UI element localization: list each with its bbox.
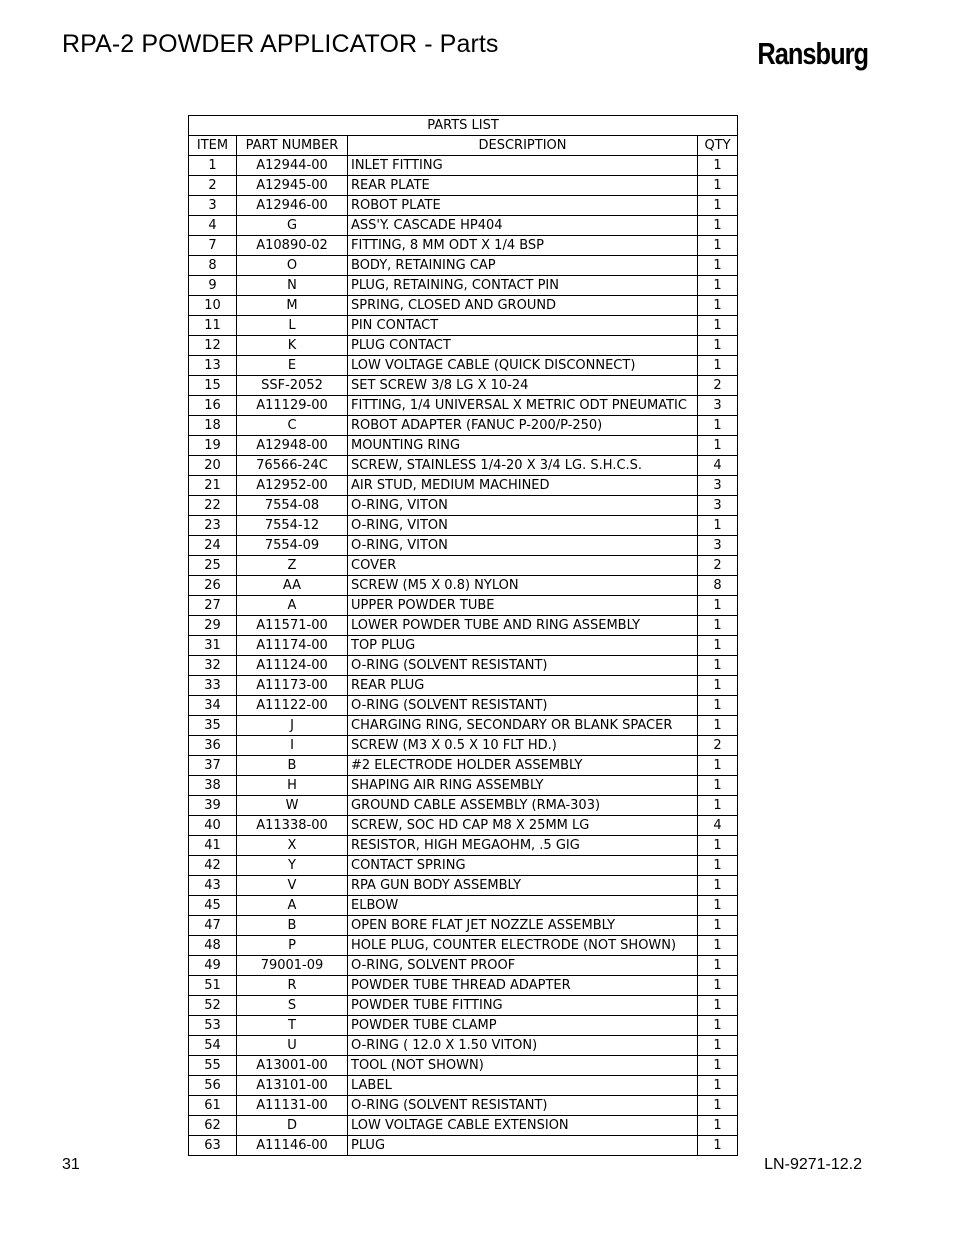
qty-cell: 1 (698, 916, 738, 936)
qty-cell: 1 (698, 976, 738, 996)
qty-cell: 1 (698, 596, 738, 616)
qty-cell: 3 (698, 536, 738, 556)
brand-logo: Ransburg (757, 36, 868, 71)
table-row (189, 256, 738, 276)
table-row (189, 856, 738, 876)
item-cell: 8 (189, 256, 237, 276)
item-cell: 12 (189, 336, 237, 356)
description-cell: FITTING, 8 MM ODT X 1/4 BSP (348, 236, 698, 256)
table-row (189, 496, 738, 516)
part-number-cell: A11146-00 (237, 1136, 348, 1156)
item-cell: 18 (189, 416, 237, 436)
part-number-cell: A12944-00 (237, 156, 348, 176)
description-cell: TOOL (NOT SHOWN) (348, 1056, 698, 1076)
qty-cell: 1 (698, 176, 738, 196)
table-row (189, 936, 738, 956)
table-row (189, 316, 738, 336)
table-row (189, 576, 738, 596)
description-cell: COVER (348, 556, 698, 576)
item-cell: 1 (189, 156, 237, 176)
table-caption: PARTS LIST (189, 116, 738, 136)
table-row (189, 156, 738, 176)
qty-cell: 1 (698, 616, 738, 636)
qty-cell: 1 (698, 716, 738, 736)
table-row (189, 1016, 738, 1036)
qty-cell: 2 (698, 736, 738, 756)
part-number-cell: 7554-09 (237, 536, 348, 556)
item-cell: 41 (189, 836, 237, 856)
item-cell: 35 (189, 716, 237, 736)
column-header-item: ITEM (189, 136, 237, 156)
description-cell: SCREW (M3 X 0.5 X 10 FLT HD.) (348, 736, 698, 756)
qty-cell: 1 (698, 296, 738, 316)
description-cell: INLET FITTING (348, 156, 698, 176)
table-row (189, 1096, 738, 1116)
item-cell: 52 (189, 996, 237, 1016)
table-row (189, 336, 738, 356)
description-cell: POWDER TUBE CLAMP (348, 1016, 698, 1036)
description-cell: PLUG, RETAINING, CONTACT PIN (348, 276, 698, 296)
description-cell: #2 ELECTRODE HOLDER ASSEMBLY (348, 756, 698, 776)
table-row (189, 276, 738, 296)
item-cell: 63 (189, 1136, 237, 1156)
part-number-cell: V (237, 876, 348, 896)
part-number-cell: A11129-00 (237, 396, 348, 416)
item-cell: 37 (189, 756, 237, 776)
table-row (189, 836, 738, 856)
item-cell: 4 (189, 216, 237, 236)
item-cell: 51 (189, 976, 237, 996)
qty-cell: 1 (698, 156, 738, 176)
table-row (189, 456, 738, 476)
description-cell: PLUG CONTACT (348, 336, 698, 356)
description-cell: O-RING, SOLVENT PROOF (348, 956, 698, 976)
part-number-cell: A13101-00 (237, 1076, 348, 1096)
qty-cell: 2 (698, 556, 738, 576)
table-row (189, 1056, 738, 1076)
table-row (189, 416, 738, 436)
qty-cell: 1 (698, 316, 738, 336)
description-cell: REAR PLATE (348, 176, 698, 196)
item-cell: 34 (189, 696, 237, 716)
part-number-cell: W (237, 796, 348, 816)
item-cell: 48 (189, 936, 237, 956)
qty-cell: 1 (698, 696, 738, 716)
table-row (189, 816, 738, 836)
qty-cell: 1 (698, 796, 738, 816)
item-cell: 22 (189, 496, 237, 516)
description-cell: POWDER TUBE THREAD ADAPTER (348, 976, 698, 996)
table-row (189, 716, 738, 736)
part-number-cell: U (237, 1036, 348, 1056)
table-body (189, 156, 738, 1156)
item-cell: 45 (189, 896, 237, 916)
part-number-cell: P (237, 936, 348, 956)
qty-cell: 1 (698, 936, 738, 956)
part-number-cell: A12945-00 (237, 176, 348, 196)
item-cell: 33 (189, 676, 237, 696)
qty-cell: 4 (698, 456, 738, 476)
description-cell: O-RING, VITON (348, 536, 698, 556)
part-number-cell: B (237, 756, 348, 776)
description-cell: ROBOT PLATE (348, 196, 698, 216)
part-number-cell: A11122-00 (237, 696, 348, 716)
item-cell: 19 (189, 436, 237, 456)
table-row (189, 596, 738, 616)
table-row (189, 296, 738, 316)
description-cell: PLUG (348, 1136, 698, 1156)
table-row (189, 636, 738, 656)
part-number-cell: A (237, 896, 348, 916)
item-cell: 20 (189, 456, 237, 476)
table-row (189, 736, 738, 756)
table-row (189, 476, 738, 496)
description-cell: LOWER POWDER TUBE AND RING ASSEMBLY (348, 616, 698, 636)
item-cell: 38 (189, 776, 237, 796)
qty-cell: 2 (698, 376, 738, 396)
table-header-row (189, 136, 738, 156)
item-cell: 2 (189, 176, 237, 196)
item-cell: 9 (189, 276, 237, 296)
description-cell: SCREW, SOC HD CAP M8 X 25MM LG (348, 816, 698, 836)
description-cell: O-RING ( 12.0 X 1.50 VITON) (348, 1036, 698, 1056)
description-cell: ELBOW (348, 896, 698, 916)
qty-cell: 1 (698, 356, 738, 376)
item-cell: 11 (189, 316, 237, 336)
qty-cell: 1 (698, 1116, 738, 1136)
part-number-cell: AA (237, 576, 348, 596)
description-cell: RESISTOR, HIGH MEGAOHM, .5 GIG (348, 836, 698, 856)
qty-cell: 1 (698, 1096, 738, 1116)
part-number-cell: I (237, 736, 348, 756)
description-cell: LABEL (348, 1076, 698, 1096)
qty-cell: 1 (698, 196, 738, 216)
parts-list-table (188, 115, 738, 1156)
item-cell: 26 (189, 576, 237, 596)
part-number-cell: T (237, 1016, 348, 1036)
qty-cell: 1 (698, 756, 738, 776)
description-cell: O-RING (SOLVENT RESISTANT) (348, 1096, 698, 1116)
table-row (189, 996, 738, 1016)
part-number-cell: H (237, 776, 348, 796)
description-cell: ROBOT ADAPTER (FANUC P-200/P-250) (348, 416, 698, 436)
qty-cell: 1 (698, 636, 738, 656)
table-row (189, 236, 738, 256)
part-number-cell: N (237, 276, 348, 296)
column-header-description: DESCRIPTION (348, 136, 698, 156)
part-number-cell: R (237, 976, 348, 996)
part-number-cell: B (237, 916, 348, 936)
description-cell: AIR STUD, MEDIUM MACHINED (348, 476, 698, 496)
part-number-cell: A12946-00 (237, 196, 348, 216)
part-number-cell: 76566-24C (237, 456, 348, 476)
table-row (189, 776, 738, 796)
part-number-cell: A13001-00 (237, 1056, 348, 1076)
item-cell: 62 (189, 1116, 237, 1136)
description-cell: HOLE PLUG, COUNTER ELECTRODE (NOT SHOWN) (348, 936, 698, 956)
item-cell: 29 (189, 616, 237, 636)
part-number-cell: A11571-00 (237, 616, 348, 636)
qty-cell: 1 (698, 676, 738, 696)
part-number-cell: A11124-00 (237, 656, 348, 676)
qty-cell: 1 (698, 1056, 738, 1076)
part-number-cell: 7554-12 (237, 516, 348, 536)
item-cell: 13 (189, 356, 237, 376)
part-number-cell: Y (237, 856, 348, 876)
item-cell: 15 (189, 376, 237, 396)
description-cell: PIN CONTACT (348, 316, 698, 336)
qty-cell: 1 (698, 1036, 738, 1056)
table-row (189, 976, 738, 996)
item-cell: 21 (189, 476, 237, 496)
qty-cell: 1 (698, 776, 738, 796)
item-cell: 54 (189, 1036, 237, 1056)
description-cell: OPEN BORE FLAT JET NOZZLE ASSEMBLY (348, 916, 698, 936)
table-row (189, 676, 738, 696)
column-header-qty: QTY (698, 136, 738, 156)
table-row (189, 536, 738, 556)
table-row (189, 896, 738, 916)
description-cell: O-RING, VITON (348, 516, 698, 536)
part-number-cell: A11338-00 (237, 816, 348, 836)
item-cell: 53 (189, 1016, 237, 1036)
part-number-cell: 7554-08 (237, 496, 348, 516)
description-cell: CONTACT SPRING (348, 856, 698, 876)
part-number-cell: Z (237, 556, 348, 576)
description-cell: REAR PLUG (348, 676, 698, 696)
description-cell: FITTING, 1/4 UNIVERSAL X METRIC ODT PNEUMATIC (348, 396, 698, 416)
description-cell: SCREW (M5 X 0.8) NYLON (348, 576, 698, 596)
table-row (189, 176, 738, 196)
item-cell: 3 (189, 196, 237, 216)
qty-cell: 1 (698, 516, 738, 536)
table-row (189, 556, 738, 576)
table-row (189, 216, 738, 236)
qty-cell: 1 (698, 276, 738, 296)
column-header-part-number: PART NUMBER (237, 136, 348, 156)
item-cell: 49 (189, 956, 237, 976)
item-cell: 7 (189, 236, 237, 256)
part-number-cell: D (237, 1116, 348, 1136)
qty-cell: 1 (698, 216, 738, 236)
description-cell: POWDER TUBE FITTING (348, 996, 698, 1016)
table-row (189, 1136, 738, 1156)
description-cell: ASS'Y. CASCADE HP404 (348, 216, 698, 236)
part-number-cell: A11173-00 (237, 676, 348, 696)
description-cell: MOUNTING RING (348, 436, 698, 456)
description-cell: CHARGING RING, SECONDARY OR BLANK SPACER (348, 716, 698, 736)
part-number-cell: A12948-00 (237, 436, 348, 456)
part-number-cell: J (237, 716, 348, 736)
part-number-cell: A12952-00 (237, 476, 348, 496)
item-cell: 25 (189, 556, 237, 576)
qty-cell: 1 (698, 416, 738, 436)
part-number-cell: M (237, 296, 348, 316)
part-number-cell: X (237, 836, 348, 856)
description-cell: SPRING, CLOSED AND GROUND (348, 296, 698, 316)
part-number-cell: K (237, 336, 348, 356)
description-cell: O-RING (SOLVENT RESISTANT) (348, 656, 698, 676)
description-cell: LOW VOLTAGE CABLE EXTENSION (348, 1116, 698, 1136)
description-cell: GROUND CABLE ASSEMBLY (RMA-303) (348, 796, 698, 816)
part-number-cell: O (237, 256, 348, 276)
qty-cell: 1 (698, 256, 738, 276)
qty-cell: 1 (698, 336, 738, 356)
description-cell: SHAPING AIR RING ASSEMBLY (348, 776, 698, 796)
item-cell: 31 (189, 636, 237, 656)
table-row (189, 956, 738, 976)
table-row (189, 876, 738, 896)
qty-cell: 1 (698, 436, 738, 456)
description-cell: UPPER POWDER TUBE (348, 596, 698, 616)
item-cell: 27 (189, 596, 237, 616)
qty-cell: 1 (698, 856, 738, 876)
qty-cell: 1 (698, 996, 738, 1016)
table-row (189, 356, 738, 376)
qty-cell: 8 (698, 576, 738, 596)
qty-cell: 1 (698, 1136, 738, 1156)
qty-cell: 1 (698, 836, 738, 856)
table-row (189, 656, 738, 676)
part-number-cell: E (237, 356, 348, 376)
item-cell: 23 (189, 516, 237, 536)
qty-cell: 1 (698, 1076, 738, 1096)
table-row (189, 1076, 738, 1096)
table-row (189, 756, 738, 776)
description-cell: LOW VOLTAGE CABLE (QUICK DISCONNECT) (348, 356, 698, 376)
description-cell: O-RING, VITON (348, 496, 698, 516)
table-row (189, 616, 738, 636)
description-cell: SCREW, STAINLESS 1/4-20 X 3/4 LG. S.H.C.S. (348, 456, 698, 476)
qty-cell: 3 (698, 496, 738, 516)
part-number-cell: A11174-00 (237, 636, 348, 656)
description-cell: BODY, RETAINING CAP (348, 256, 698, 276)
part-number-cell: 79001-09 (237, 956, 348, 976)
table-row (189, 1116, 738, 1136)
qty-cell: 1 (698, 896, 738, 916)
table-row (189, 196, 738, 216)
page-number: 31 (62, 1156, 80, 1173)
table-row (189, 696, 738, 716)
qty-cell: 4 (698, 816, 738, 836)
qty-cell: 1 (698, 956, 738, 976)
description-cell: TOP PLUG (348, 636, 698, 656)
part-number-cell: A11131-00 (237, 1096, 348, 1116)
part-number-cell: SSF-2052 (237, 376, 348, 396)
item-cell: 40 (189, 816, 237, 836)
qty-cell: 3 (698, 396, 738, 416)
table-row (189, 376, 738, 396)
part-number-cell: A10890-02 (237, 236, 348, 256)
part-number-cell: S (237, 996, 348, 1016)
item-cell: 55 (189, 1056, 237, 1076)
part-number-cell: G (237, 216, 348, 236)
item-cell: 56 (189, 1076, 237, 1096)
part-number-cell: A (237, 596, 348, 616)
page-title: RPA-2 POWDER APPLICATOR - Parts (62, 30, 499, 58)
item-cell: 16 (189, 396, 237, 416)
table-row (189, 516, 738, 536)
table-row (189, 916, 738, 936)
table-row (189, 436, 738, 456)
part-number-cell: L (237, 316, 348, 336)
item-cell: 47 (189, 916, 237, 936)
table-row (189, 396, 738, 416)
item-cell: 36 (189, 736, 237, 756)
document-number: LN-9271-12.2 (764, 1156, 862, 1173)
part-number-cell: C (237, 416, 348, 436)
qty-cell: 1 (698, 876, 738, 896)
description-cell: SET SCREW 3/8 LG X 10-24 (348, 376, 698, 396)
item-cell: 39 (189, 796, 237, 816)
qty-cell: 1 (698, 1016, 738, 1036)
item-cell: 10 (189, 296, 237, 316)
qty-cell: 1 (698, 236, 738, 256)
table-row (189, 1036, 738, 1056)
table-caption-row (189, 116, 738, 136)
item-cell: 32 (189, 656, 237, 676)
item-cell: 43 (189, 876, 237, 896)
item-cell: 61 (189, 1096, 237, 1116)
item-cell: 42 (189, 856, 237, 876)
qty-cell: 1 (698, 656, 738, 676)
item-cell: 24 (189, 536, 237, 556)
description-cell: RPA GUN BODY ASSEMBLY (348, 876, 698, 896)
description-cell: O-RING (SOLVENT RESISTANT) (348, 696, 698, 716)
qty-cell: 3 (698, 476, 738, 496)
table-row (189, 796, 738, 816)
